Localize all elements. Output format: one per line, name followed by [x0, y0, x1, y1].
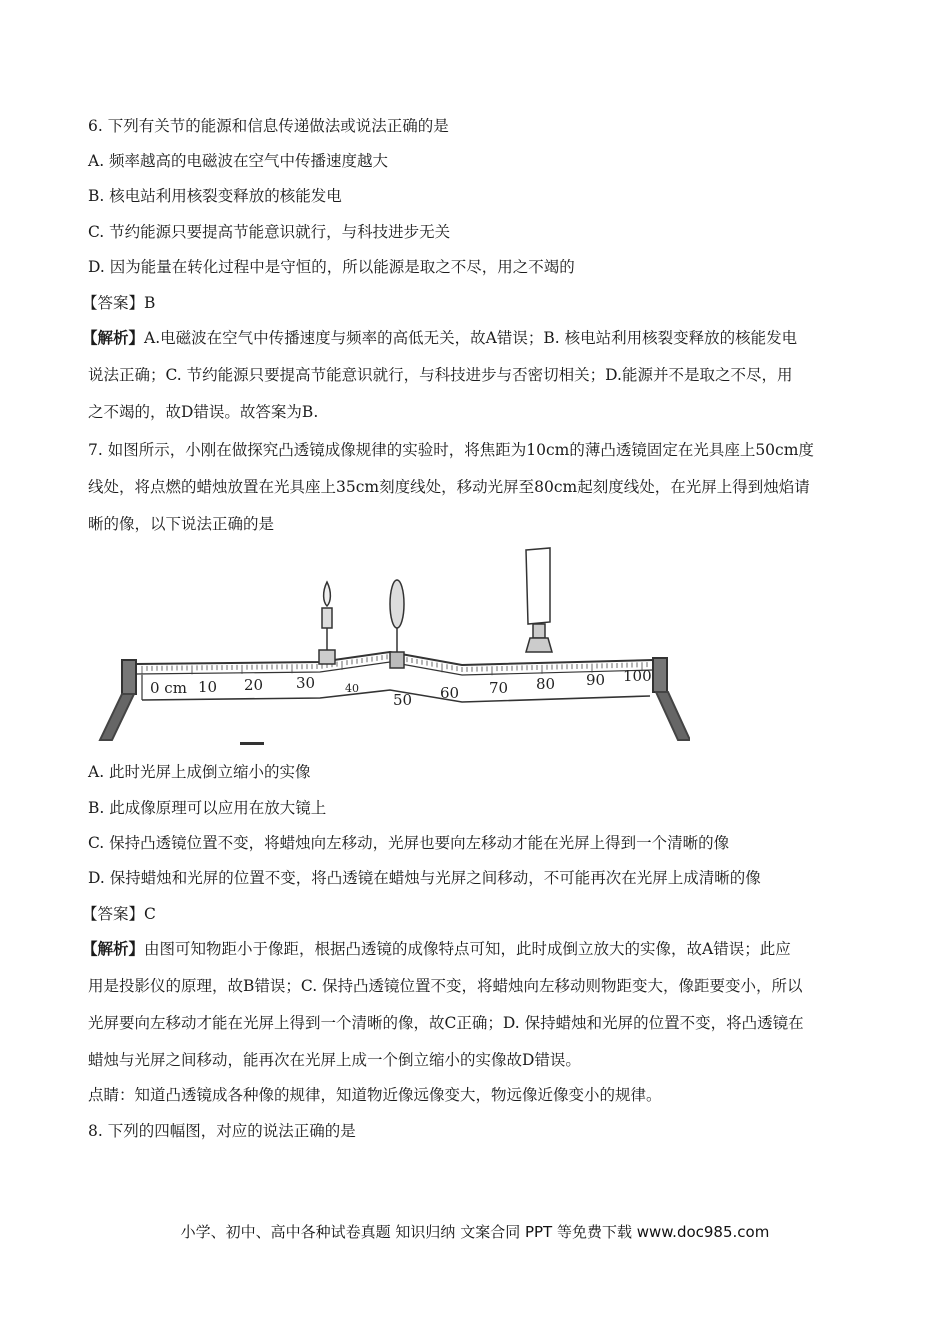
scale-label-90: 90 [586, 671, 606, 689]
q7-analysis-line-1: 【解析】由图可知物距小于像距，根据凸透镜的成像特点可知，此时成倒立放大的实像，故A错误；此应 [82, 939, 791, 958]
lens-holder [390, 652, 404, 668]
analysis-label: 【解析】 [82, 328, 145, 347]
answer-label: 【答案】 [82, 294, 145, 312]
q7-option-c: C. 保持凸透镜位置不变，将蜡烛向左移动，光屏也要向左移动才能在光屏上得到一个清晰的像 [88, 834, 730, 852]
candle [319, 582, 335, 664]
candle-flame [324, 582, 331, 606]
q7-stem-line-1: 7. 如图所示，小刚在做探究凸透镜成像规律的实验时，将焦距为10cm的薄凸透镜固定在光具座上50cm度 [88, 441, 814, 459]
light-screen [526, 548, 552, 652]
scale-label-0: 0 cm [150, 679, 187, 697]
left-support-leg [100, 694, 134, 740]
q7-option-a: A. 此时光屏上成倒立缩小的实像 [88, 763, 311, 781]
scale-label-20: 20 [244, 676, 264, 694]
candle-body [322, 608, 332, 628]
scale-label-60: 60 [440, 684, 460, 702]
answer-value: B [144, 294, 156, 312]
q7-analysis-line-3: 光屏要向左移动才能在光屏上得到一个清晰的像，故C正确；D. 保持蜡烛和光屏的位置不变，将凸透镜在 [88, 1014, 804, 1032]
scale-label-10: 10 [198, 678, 218, 696]
right-support-leg [656, 692, 690, 740]
q6-option-c: C. 节约能源只要提高节能意识就行，与科技进步无关 [88, 223, 451, 241]
analysis-label: 【解析】 [82, 939, 145, 958]
q6-stem: 6. 下列有关节的能源和信息传递做法或说法正确的是 [88, 117, 449, 135]
q7-comment: 点睛：知道凸透镜成各种像的规律，知道物近像远像变大，物远像近像变小的规律。 [88, 1086, 662, 1104]
scale-label-70: 70 [489, 679, 509, 697]
q6-option-a: A. 频率越高的电磁波在空气中传播速度越大 [88, 152, 389, 170]
lens-body [390, 580, 404, 628]
scale-label-100: 100 [623, 667, 652, 685]
right-support-block [653, 658, 667, 692]
q6-analysis-line-1: 【解析】A.电磁波在空气中传播速度与频率的高低无关，故A错误；B. 核电站利用核裂变释放的核能发电 [82, 328, 798, 347]
scale-label-40: 40 [345, 682, 359, 695]
q7-stem-line-3: 晰的像，以下说法正确的是 [88, 515, 275, 533]
scale-label-50: 50 [393, 691, 413, 709]
q6-option-b: B. 核电站利用核裂变释放的核能发电 [88, 187, 342, 205]
q6-analysis-line-3: 之不竭的，故D错误。故答案为B. [88, 403, 319, 421]
q7-analysis-line-4: 蜡烛与光屏之间移动，能再次在光屏上成一个倒立缩小的实像故D错误。 [88, 1051, 581, 1069]
q6-option-d: D. 因为能量在转化过程中是守恒的，所以能源是取之不尽，用之不竭的 [88, 258, 575, 276]
answer-label: 【答案】 [82, 905, 145, 923]
answer-value: C [144, 905, 156, 923]
convex-lens [390, 580, 404, 668]
optical-bench-figure [90, 540, 690, 750]
candle-holder [319, 650, 335, 664]
q6-answer [82, 293, 155, 313]
q7-stem-line-2: 线处，将点燃的蜡烛放置在光具座上35cm刻度线处，移动光屏至80cm起刻度线处，在光屏上得到烛焰请 [88, 478, 810, 496]
scale-label-80: 80 [536, 675, 556, 693]
screen-panel [526, 548, 550, 624]
q7-option-b: B. 此成像原理可以应用在放大镜上 [88, 799, 327, 817]
q7-answer [82, 904, 156, 924]
q8-stem: 8. 下列的四幅图，对应的说法正确的是 [88, 1122, 356, 1140]
page-footer: 小学、初中、高中各种试卷真题 知识归纳 文案合同 PPT 等免费下载 www.doc985.com [180, 1223, 770, 1241]
q7-option-d: D. 保持蜡烛和光屏的位置不变，将凸透镜在蜡烛与光屏之间移动，不可能再次在光屏上成清晰的像 [88, 869, 761, 887]
screen-holder [526, 638, 552, 652]
left-support-block [122, 660, 136, 694]
scale-label-30: 30 [296, 674, 316, 692]
q7-analysis-line-2: 用是投影仪的原理，故B错误；C. 保持凸透镜位置不变，将蜡烛向左移动则物距变大，像距要变小，所以 [88, 977, 803, 995]
q6-analysis-line-2: 说法正确；C. 节约能源只要提高节能意识就行，与科技进步与否密切相关；D.能源并不是取之不尽，用 [88, 366, 793, 384]
